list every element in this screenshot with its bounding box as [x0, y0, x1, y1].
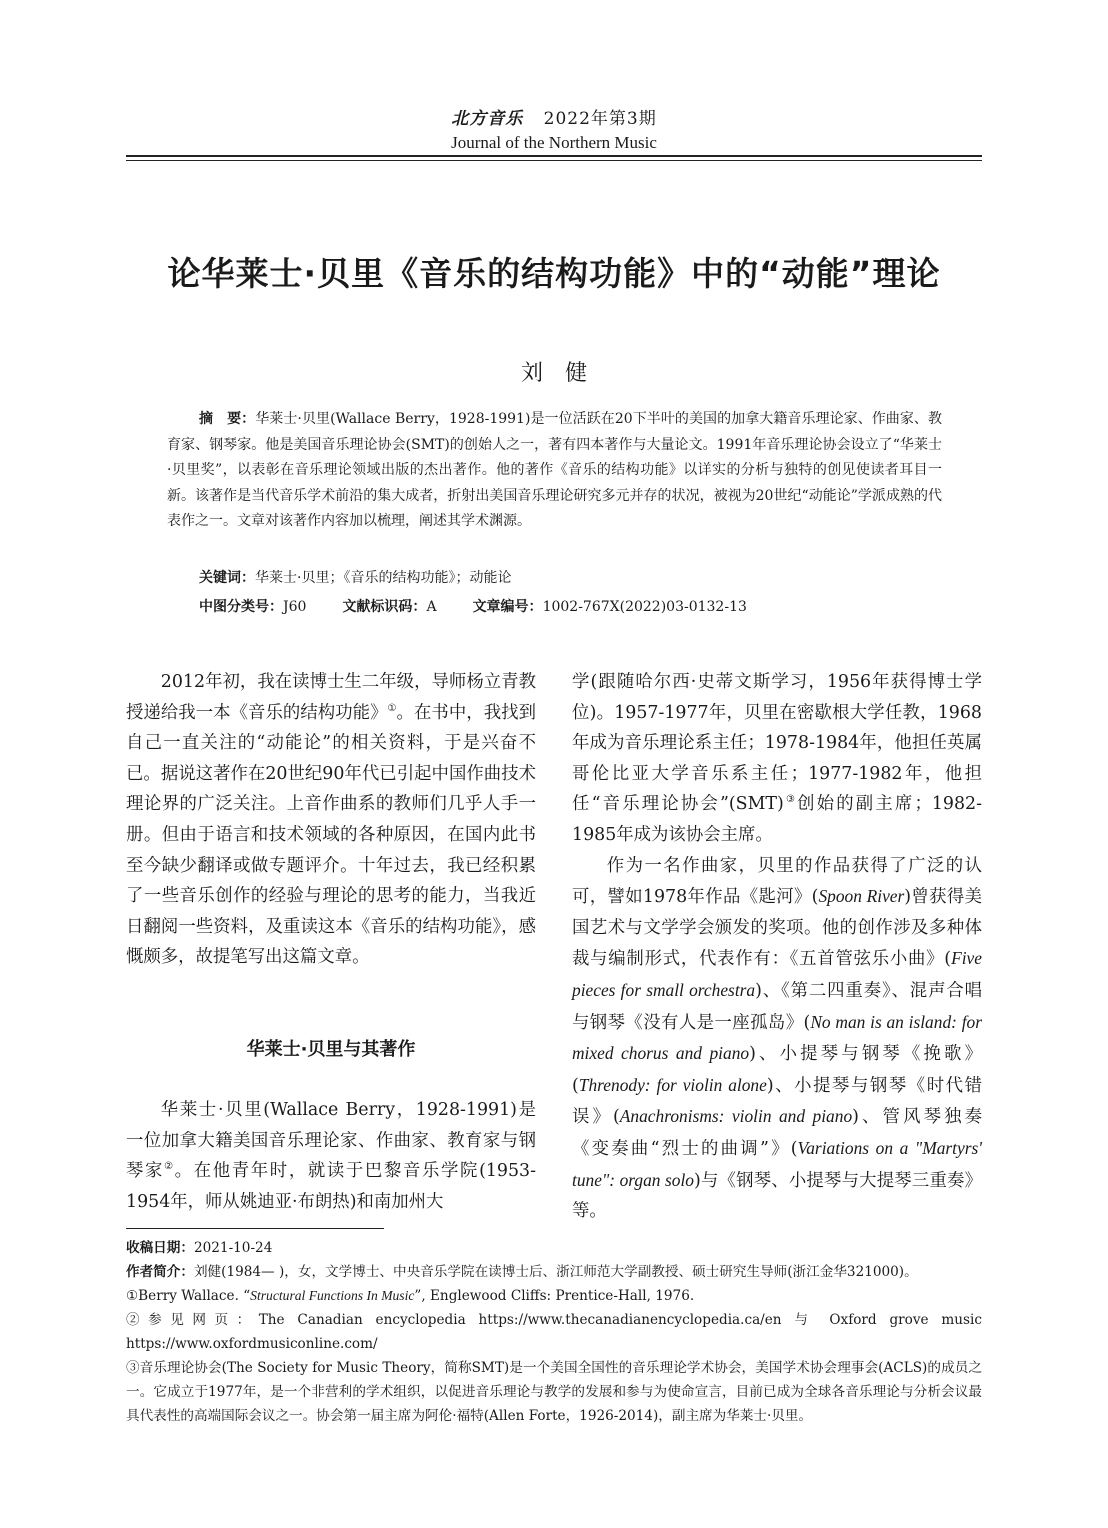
- clc-value: J60: [283, 599, 307, 615]
- footnote-2: ②参见网页：The Canadian encyclopedia https://www.thecanadianencyclopedia.ca/en 与 Oxford grove music https://www.oxfordmusiconline.com/: [126, 1312, 982, 1352]
- abstract: [167, 407, 942, 535]
- section-heading: 华莱士·贝里与其著作: [246, 1039, 416, 1060]
- section-paragraph-1-cont: [572, 667, 982, 851]
- journal-name: 北方音乐: [451, 109, 524, 129]
- intro-text: 2012年初，我在读博士生二年级，导师杨立青教授递给我一本《音乐的结构功能》: [126, 672, 536, 723]
- keywords: [199, 567, 942, 589]
- abstract-label: 摘 要：: [199, 411, 256, 427]
- work-title-variations: Variations on a "Martyrs' tune": organ solo: [572, 1137, 982, 1190]
- p2-text-d: )、小提琴与钢琴《挽歌》(: [572, 1044, 982, 1096]
- footnote-1-a: ①Berry Wallace. “: [126, 1288, 251, 1304]
- issue-number: 2022年第3期: [543, 109, 657, 129]
- footnote-3: ③音乐理论协会(The Society for Music Theory，简称SMT)是一个美国全国性的音乐理论学术协会，美国学术协会理事会(ACLS)的成员之一。它成立于1977年，是一个非营利的学术组织，以促进音乐理论与教学的发展和参与为使命宣言，目前已成为全球各音乐理论与分析会议最具代表性的高端国际会议之一。协会第一届主席为阿伦·福特(Allen Forte，1926-2014)，副主席为华莱士·贝里。: [126, 1360, 982, 1424]
- author-bio: [126, 1260, 982, 1284]
- keywords-label: 关键词：: [199, 570, 255, 586]
- work-title-threnody: Threnody: for violin alone: [578, 1074, 767, 1095]
- section-text-c: 创始的副主席；1982-1985年成为该协会主席。: [572, 794, 982, 845]
- bio-label: 作者简介：: [126, 1264, 194, 1280]
- footnotes: [126, 1236, 982, 1428]
- received-label: 收稿日期：: [126, 1240, 194, 1256]
- author-name: 刘健: [520, 361, 609, 386]
- intro-paragraph: [126, 667, 536, 973]
- section-text-b-right: 学(跟随哈尔西·史蒂文斯学习，1956年获得博士学位)。1957-1977年，贝里在密歇根大学任教，1968年成为音乐理论系主任；1978-1984年，他担任英属哥伦比亚大学音乐系主任；1977-1982年，他担任“音乐理论协会”(SMT): [572, 672, 982, 815]
- keywords-text: 华莱士·贝里；《音乐的结构功能》；动能论: [255, 570, 512, 586]
- intro-text-cont: 。在书中，我找到自己一直关注的“动能论”的相关资料，于是兴奋不已。据说这著作在20世纪90年代已引起中国作曲技术理论界的广泛关注。上音作曲系的教师们几乎人手一册。但由于语言和技术领域的各种原因，在国内此书至今缺少翻译或做专题评介。十年过去，我已经积累了一些音乐创作的经验与理论的思考的能力，当我近日翻阅一些资料，及重读这本《音乐的结构功能》，感慨颇多，故提笔写出这篇文章。: [126, 702, 536, 968]
- p2-text-b: )曾获得美国艺术与文学学会颁发的奖项。他的创作涉及多种体裁与编制形式，代表作有：《五首管弦乐小曲》(: [572, 887, 982, 970]
- p2-text-g: )与《钢琴、小提琴与大提琴三重奏》等。: [572, 1170, 982, 1222]
- section-paragraph-2: [572, 851, 982, 1227]
- article-number-label: 文章编号：: [472, 599, 543, 615]
- journal-english-name: Journal of the Northern Music: [451, 133, 657, 152]
- doc-code-label: 文献标识码：: [342, 599, 427, 615]
- p2-text-e: )、小提琴与钢琴《时代错误》(: [572, 1075, 982, 1128]
- doc-code-value: A: [426, 599, 437, 615]
- work-title-anachronisms: Anachronisms: violin and piano: [619, 1106, 853, 1127]
- footnote-ref-2: ②: [164, 1161, 175, 1173]
- work-title-five-pieces: Five pieces for small orchestra: [572, 948, 982, 1000]
- header-rule-thick: [126, 155, 982, 157]
- section-paragraph-1-start: [126, 1095, 536, 1217]
- p2-text-a: 作为一名作曲家，贝里的作品获得了广泛的认可，譬如1978年作品《匙河》(: [572, 855, 982, 908]
- footnote-1-b: ”, Englewood Cliffs: Prentice-Hall, 1976.: [414, 1288, 695, 1304]
- abstract-text: 华莱士·贝里(Wallace Berry，1928-1991)是一位活跃在20下半叶的美国的加拿大籍音乐理论家、作曲家、教育家、钢琴家。他是美国音乐理论协会(SMT)的创始人之一，著有四本著作与大量论文。1991年音乐理论协会设立了“华莱士·贝里奖”，以表彰在音乐理论领域出版的杰出著作。他的著作《音乐的结构功能》以详实的分析与独特的创见使读者耳目一新。该著作是当代音乐学术前沿的集大成者，折射出美国音乐理论研究多元并存的状况，被视为20世纪“动能论”学派成熟的代表作之一。文章对该著作内容加以梳理，阐述其学术渊源。: [167, 411, 942, 529]
- classification-line: [199, 596, 942, 618]
- body-left-column: [126, 667, 536, 973]
- p2-text-f: )、管风琴独奏《变奏曲“烈士的曲调”》(: [572, 1107, 982, 1159]
- p2-text-c: )、《第二四重奏》、混声合唱与钢琴《没有人是一座孤岛》(: [572, 980, 982, 1033]
- section-paragraph-left: [126, 1095, 536, 1217]
- received-value: 2021-10-24: [193, 1240, 273, 1256]
- footnote-ref-3: ③: [783, 794, 798, 806]
- footnote-rule: [126, 1228, 384, 1229]
- section-text-a: 华莱士·贝里(Wallace Berry，1928-1991)是一位加拿大籍美国音乐理论家、作曲家、教育家与钢琴家: [126, 1100, 536, 1182]
- article-title: 论华莱士·贝里《音乐的结构功能》中的“动能”理论: [167, 254, 941, 293]
- received-date: [126, 1236, 982, 1260]
- footnote-1: [126, 1284, 982, 1308]
- article-number-value: 1002-767X(2022)03-0132-13: [542, 599, 747, 615]
- footnote-ref-1: ①: [387, 702, 397, 714]
- body-right-column: [572, 667, 982, 1227]
- section-text-b-left: 。在他青年时，就读于巴黎音乐学院(1953-1954年，师从姚迪亚·布朗热)和南加州大: [126, 1161, 537, 1212]
- running-header: [0, 104, 1108, 129]
- footnote-1-title: Structural Functions In Music: [250, 1288, 415, 1303]
- header-rule-thin: [126, 160, 982, 161]
- work-title-spoon-river: Spoon River: [818, 886, 905, 907]
- clc-label: 中图分类号：: [199, 599, 283, 615]
- work-title-no-man: No man is an island: for mixed chorus and piano: [572, 1011, 983, 1064]
- bio-text: 刘健(1984— )，女，文学博士、中央音乐学院在读博士后、浙江师范大学副教授、硕士研究生导师(浙江金华321000)。: [193, 1264, 918, 1280]
